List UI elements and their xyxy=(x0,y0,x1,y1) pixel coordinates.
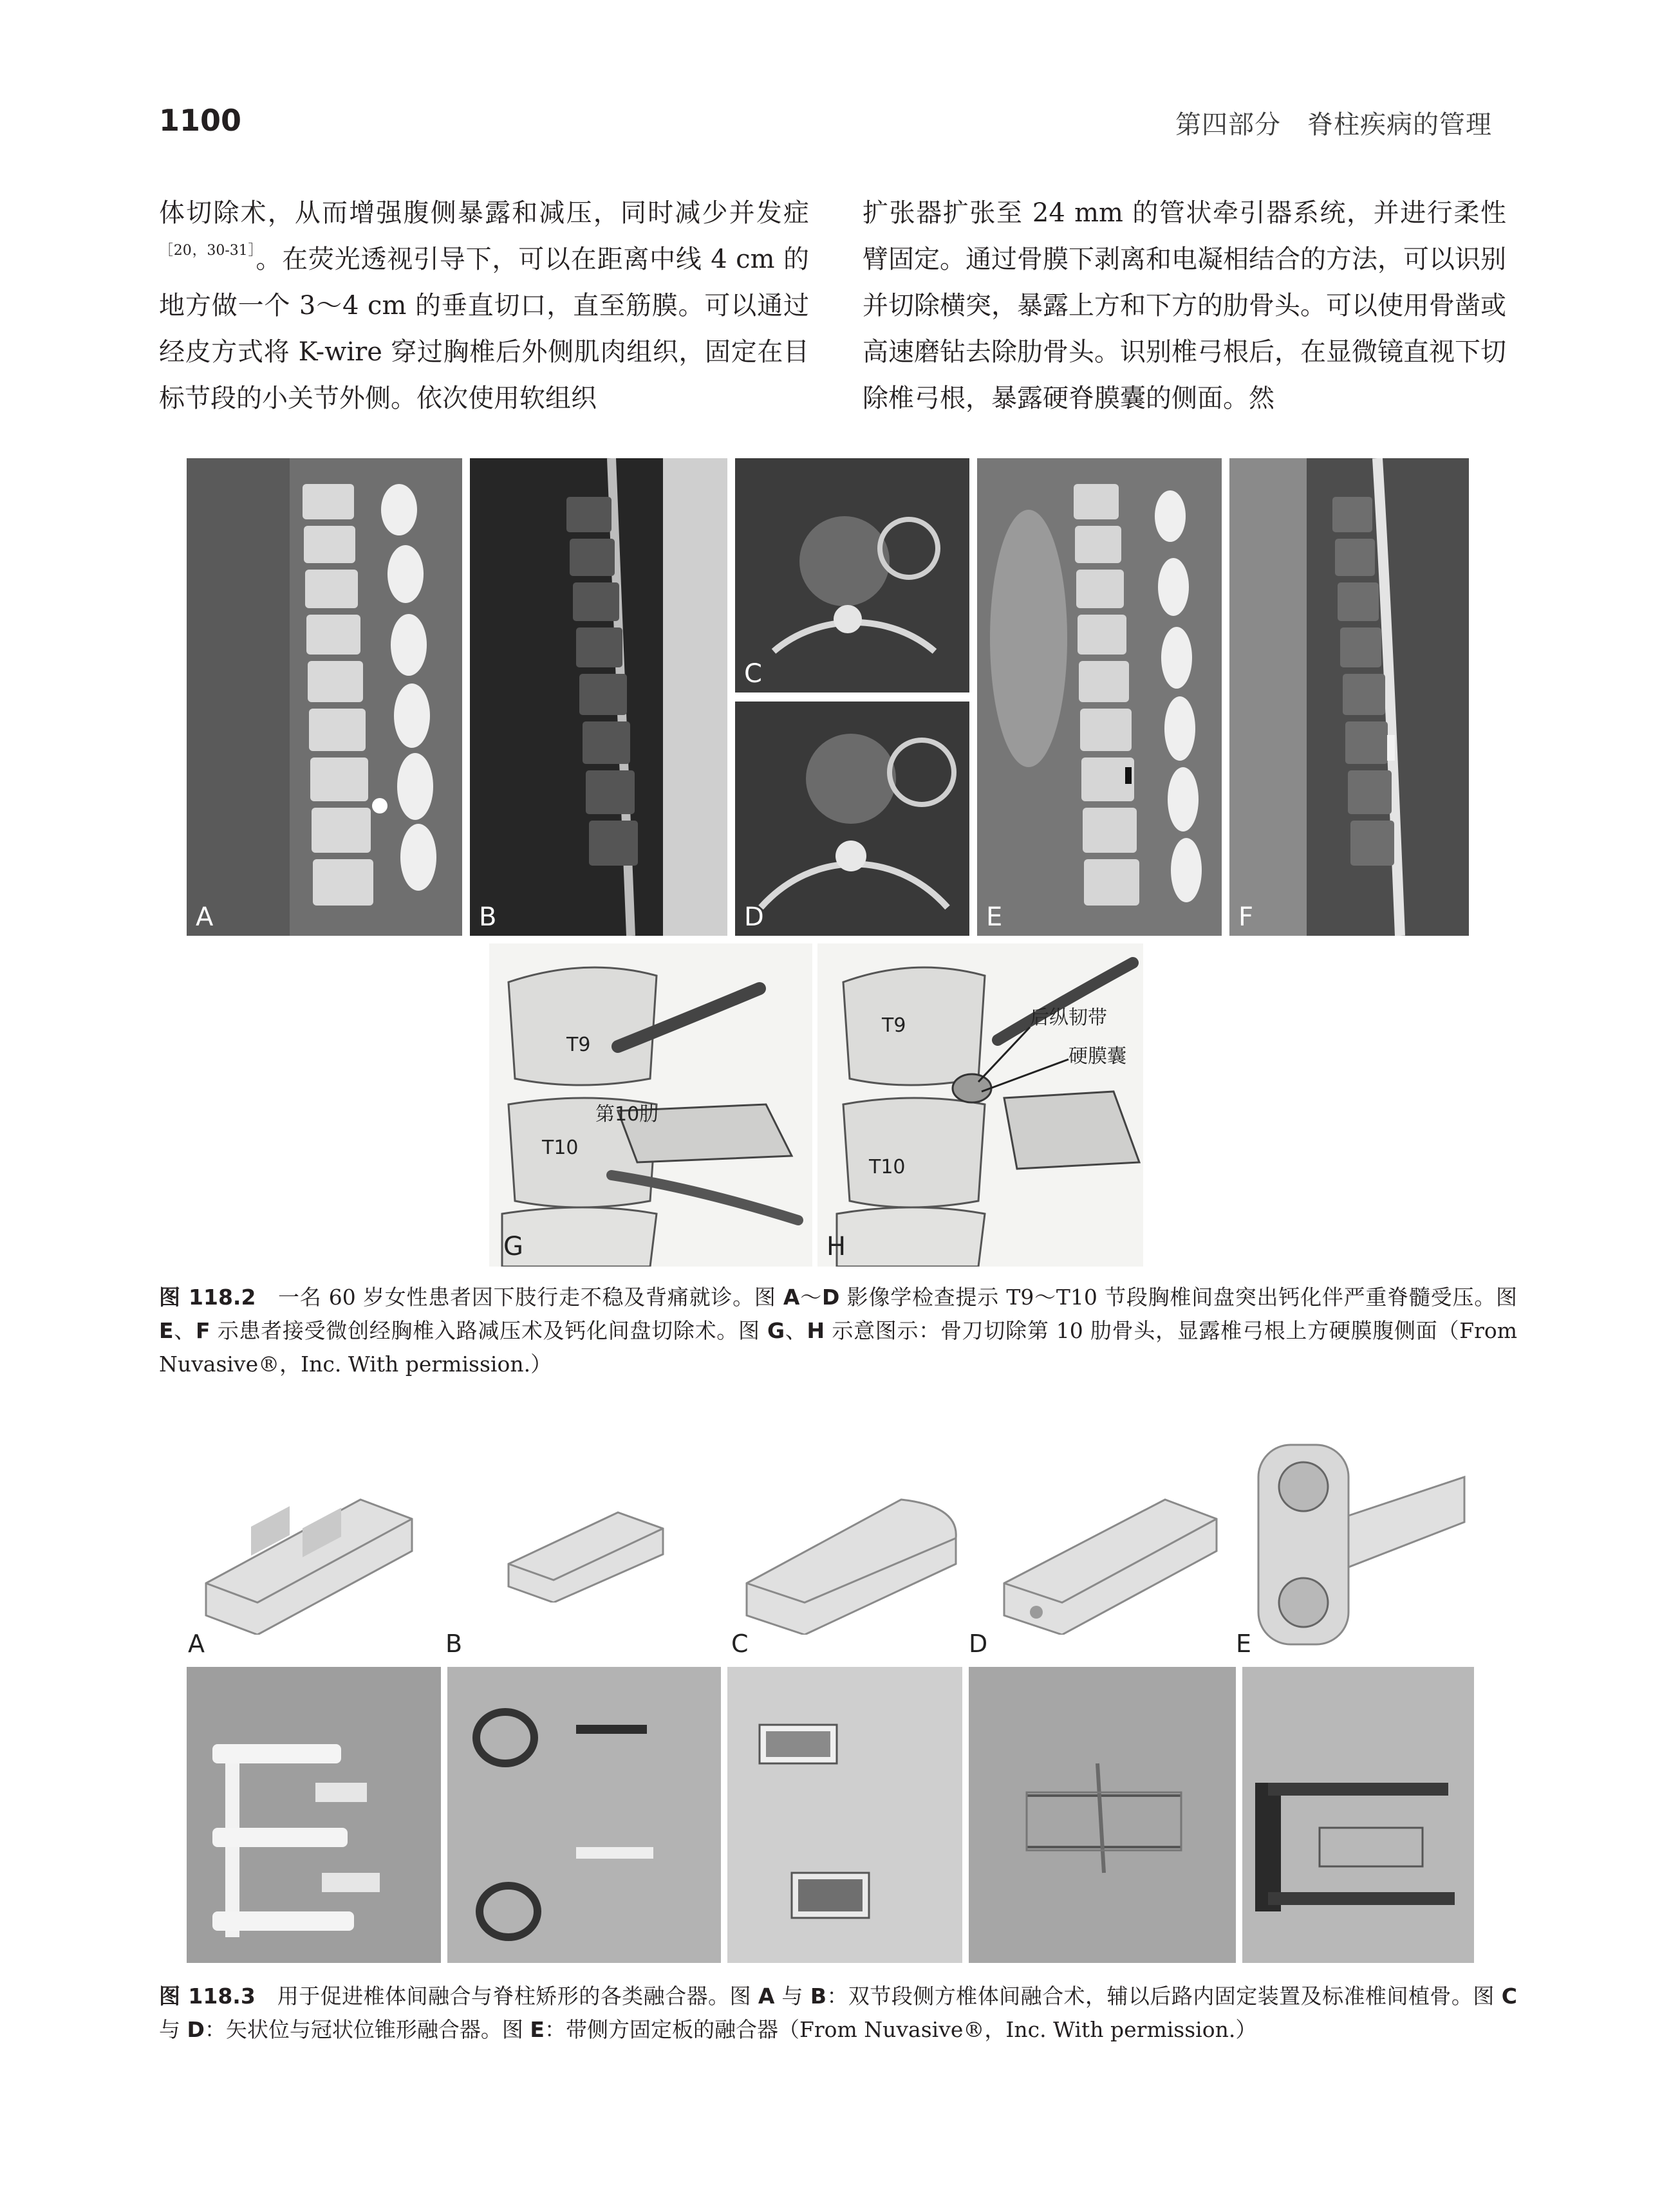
fusion-cage-e-with-plate xyxy=(1252,1438,1471,1651)
xray-graphic-a xyxy=(187,1667,441,1963)
figure-panel-e-ct-sagittal-postop xyxy=(977,458,1222,936)
fusion-cage-graphic-b xyxy=(502,1493,669,1603)
body-paragraph-right: 扩张器扩张至 24 mm 的管状牵引器系统，并进行柔性臂固定。通过骨膜下剥离和电凝相结合的方法，可以识别并切除横突，暴露上方和下方的肋骨头。可以使用骨凿或高速磨钻去除肋骨头。识别椎弓根后，在显微镜直视下切除椎弓根，暴露硬脊膜囊的侧面。然 xyxy=(863,198,1506,413)
panel-label-c: C xyxy=(744,659,762,689)
drawing-h-label-dural-sac: 硬膜囊 xyxy=(1069,1045,1126,1068)
fusion-cage-a xyxy=(193,1448,425,1635)
xray-d-ap xyxy=(969,1667,1236,1963)
figure-drawing-h xyxy=(817,943,1143,1267)
xray-graphic-e xyxy=(1242,1667,1474,1963)
drawing-g-label-t10: T10 xyxy=(542,1137,579,1159)
running-head: 第四部分 脊柱疾病的管理 xyxy=(1175,110,1492,140)
drawing-g-letter: G xyxy=(503,1232,523,1261)
figure-panel-d-mri-axial xyxy=(735,702,969,936)
page-number: 1100 xyxy=(159,103,242,138)
panel-label-a: A xyxy=(196,902,214,932)
device-label-b: B xyxy=(445,1630,463,1658)
xray-graphic-c xyxy=(727,1667,962,1963)
panel-label-f: F xyxy=(1238,902,1254,932)
figure-panel-a-ct-sagittal xyxy=(187,458,462,936)
xray-e-ap-lateral-plate xyxy=(1242,1667,1474,1963)
drawing-h-label-t9: T9 xyxy=(882,1014,906,1037)
mri-axial-graphic-c xyxy=(735,458,969,692)
xray-graphic-b xyxy=(447,1667,721,1963)
device-label-d: D xyxy=(969,1630,988,1658)
figure-panel-b-mri-sagittal xyxy=(470,458,727,936)
panel-label-d: D xyxy=(744,902,764,932)
device-label-c: C xyxy=(731,1630,749,1658)
ct-sagittal-graphic xyxy=(187,458,462,936)
fusion-cage-graphic-e xyxy=(1252,1438,1471,1651)
body-text-left-column xyxy=(159,190,809,422)
xray-a-lateral-instrumentation xyxy=(187,1667,441,1963)
figure-panel-c-mri-axial xyxy=(735,458,969,692)
anatomy-drawing-h xyxy=(817,943,1143,1267)
panel-label-e: E xyxy=(986,902,1003,932)
ct-postop-graphic xyxy=(977,458,1222,936)
drawing-h-letter: H xyxy=(826,1232,846,1261)
mri-postop-graphic xyxy=(1229,458,1469,936)
xray-c-lateral xyxy=(727,1667,962,1963)
body-paragraph-left: 体切除术，从而增强腹侧暴露和减压，同时减少并发症$^{[20,30-31]}$。在荧光透视引导下，可以在距离中线 4 cm 的地方做一个 3～4 cm 的垂直切口，直至筋膜。可以通过经皮方式将 K-wire 穿过胸椎后外侧肌肉组织，固定在目标节段的小关节外侧。依次使用软组织 xyxy=(159,198,809,413)
figure-drawing-g xyxy=(489,943,812,1267)
device-label-e: E xyxy=(1236,1630,1252,1658)
fusion-cage-d xyxy=(991,1455,1229,1635)
drawing-h-label-t10: T10 xyxy=(869,1156,906,1178)
drawing-h-label-pll: 后纵韧带 xyxy=(1030,1007,1107,1029)
fusion-cage-graphic-a xyxy=(193,1448,425,1635)
figure-panel-f-mri-sagittal-postop xyxy=(1229,458,1469,936)
body-text-right-column xyxy=(863,190,1506,422)
fusion-cage-c xyxy=(734,1455,966,1635)
figure-118-2-caption: 图 118.2 一名 60 岁女性患者因下肢行走不稳及背痛就诊。图 A～D 影像学检查提示 T9～T10 节段胸椎间盘突出钙化伴严重脊髓受压。图 E、F 示患者接受微创经胸椎入路减压术及钙化间盘切除术。图 G、H 示意图示：骨刀切除第 10 肋骨头，显露椎弓根上方硬膜腹侧面（From Nuvasive®，Inc. With permission.） xyxy=(159,1285,1518,1377)
mri-axial-graphic-d xyxy=(735,702,969,936)
drawing-g-label-t9: T9 xyxy=(566,1034,591,1056)
drawing-g-label-rib10: 第10肋 xyxy=(595,1103,659,1126)
fusion-cage-graphic-d xyxy=(991,1455,1229,1635)
panel-label-b: B xyxy=(479,902,497,932)
xray-graphic-d xyxy=(969,1667,1236,1963)
mri-sagittal-graphic xyxy=(470,458,727,936)
fusion-cage-graphic-c xyxy=(734,1455,966,1635)
fusion-cage-b xyxy=(502,1493,669,1603)
figure-118-3-caption: 图 118.3 用于促进椎体间融合与脊柱矫形的各类融合器。图 A 与 B：双节段侧方椎体间融合术，辅以后路内固定装置及标准椎间植骨。图 C 与 D：矢状位与冠状位锥形融合器。图 E：带侧方固定板的融合器（From Nuvasive®，Inc. With permission.） xyxy=(159,1984,1517,2042)
device-label-a: A xyxy=(188,1630,205,1658)
xray-b-ap xyxy=(447,1667,721,1963)
